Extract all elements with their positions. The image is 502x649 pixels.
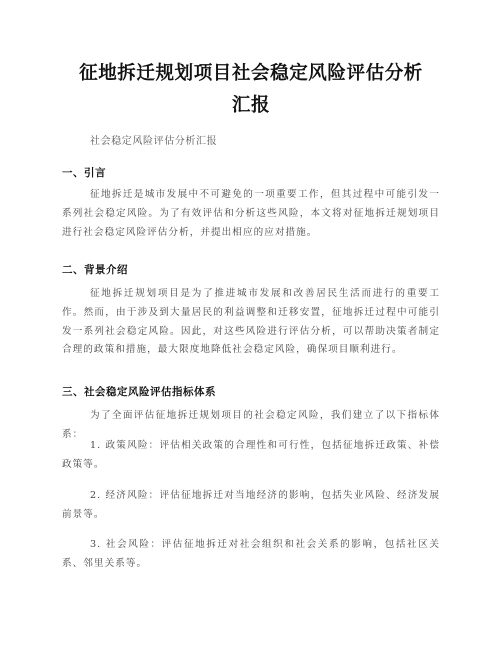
list-item-economic-risk: 2. 经济风险：评估征地拆迁对当地经济的影响，包括失业风险、经济发展前景等。: [62, 490, 440, 520]
section-heading-indicator-system: 三、社会稳定风险评估指标体系: [62, 386, 216, 398]
section-paragraph-background: 征地拆迁规划项目是为了推进城市发展和改善居民生活而进行的重要工作。然而，由于涉及到大量居民的利益调整和迁移安置，征地拆迁过程中可能引发一系列社会稳定风险。因此，对这些风险进行评估分析，可以帮助决策者制定合理的政策和措施，最大限度地降低社会稳定风险，确保项目顺利进行。: [62, 288, 440, 356]
section-paragraph-indicator-system: 为了全面评估征地拆迁规划项目的社会稳定风险，我们建立了以下指标体系：: [62, 410, 440, 440]
list-item-policy-risk: 1. 政策风险：评估相关政策的合理性和可行性，包括征地拆迁政策、补偿政策等。: [62, 440, 440, 470]
section-paragraph-introduction: 征地拆迁是城市发展中不可避免的一项重要工作，但其过程中可能引发一系列社会稳定风险。为了有效评估和分析这些风险，本文将对征地拆迁规划项目进行社会稳定风险评估分析，并提出相应的应对措施。: [62, 189, 440, 238]
section-heading-background: 二、背景介绍: [62, 264, 128, 276]
list-item-social-risk: 3. 社会风险：评估征地拆迁对社会组织和社会关系的影响，包括社区关系、邻里关系等。: [62, 539, 440, 569]
document-subtitle: 社会稳定风险评估分析汇报: [90, 136, 218, 147]
section-heading-introduction: 一、引言: [62, 167, 106, 179]
document-title: 征地拆迁规划项目社会稳定风险评估分析汇报: [79, 63, 423, 116]
